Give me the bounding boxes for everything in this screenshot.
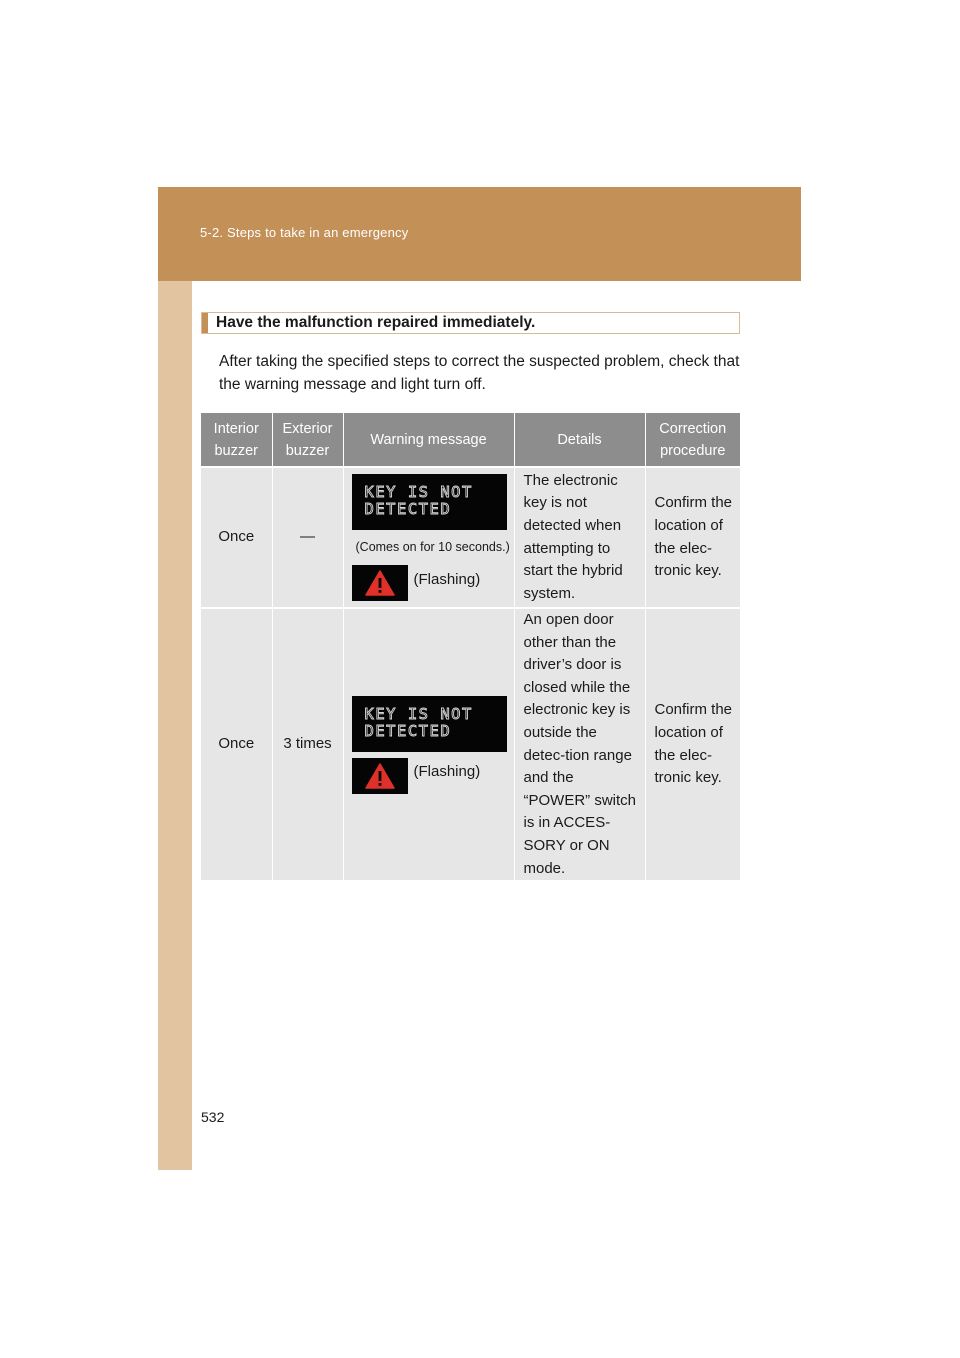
heading-text: Have the malfunction repaired immediately. [216,314,536,331]
table-row [201,467,740,608]
correction-cell: Confirm the location of the elec-tronic key. [645,608,740,880]
display-screen [352,474,507,530]
section-title: 5-2. Steps to take in an emergency [200,225,409,240]
warning-message-cell [343,608,514,880]
page-number: 532 [201,1109,225,1125]
display-screen [352,696,507,752]
display-line: DETECTED [364,721,452,740]
display-line: KEY IS NOT [364,704,473,723]
column-header: Interior buzzer [201,413,272,467]
correction-cell: Confirm the location of the elec-tronic key. [645,467,740,608]
warning-message-cell [343,467,514,608]
heading-accent-bar [202,313,208,333]
warning-light [352,565,514,601]
warning-table [201,413,740,880]
warning-triangle-icon [352,565,408,601]
section-heading [201,312,740,334]
column-header: Warning message [343,413,514,467]
table-header-row [201,413,740,467]
warning-light [352,758,514,794]
column-header: Exterior buzzer [272,413,343,467]
details-cell: The electronic key is not detected when attempting to start the hybrid system. [514,467,645,608]
display-line: DETECTED [364,500,452,519]
display-note: (Comes on for 10 seconds.) [355,540,510,555]
column-header: Correction procedure [645,413,740,467]
column-header: Details [514,413,645,467]
intro-paragraph: After taking the specified steps to correct the suspected problem, check that the warning message and light turn off. [219,353,740,393]
details-cell: An open door other than the driver’s door is closed while the electronic key is outside the detec-tion range and the “POWER” switch is in ACCES-SORY or ON mode. [514,608,645,880]
interior-buzzer-cell: Once [201,467,272,608]
light-status: (Flashing) [413,570,481,588]
side-strip [158,281,192,1170]
warning-triangle-icon [352,758,408,794]
table-row [201,608,740,880]
display-line: KEY IS NOT [364,483,473,502]
interior-buzzer-cell: Once [201,608,272,880]
light-status: (Flashing) [413,763,481,781]
exterior-buzzer-cell: 3 times [272,608,343,880]
exterior-buzzer-cell: — [272,467,343,608]
